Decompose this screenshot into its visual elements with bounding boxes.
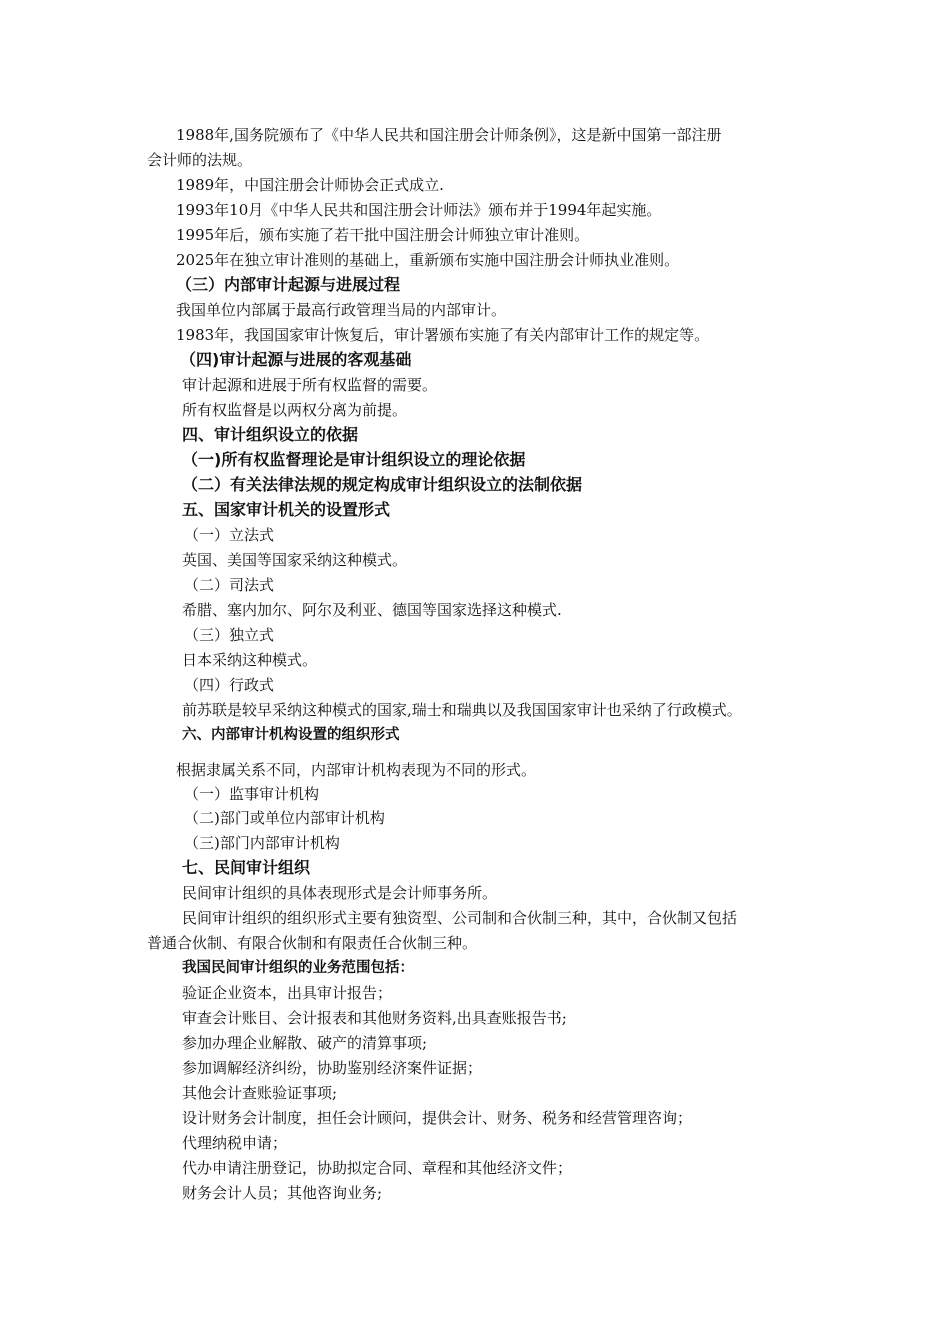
paragraph-line: 1983年，我国国家审计恢复后，审计署颁布实施了有关内部审计工作的规定等。 xyxy=(176,326,710,344)
paragraph-line: 日本采纳这种模式。 xyxy=(182,651,318,669)
section-heading: （三）内部审计起源与进展过程 xyxy=(176,275,401,294)
paragraph-line: 民间审计组织的组织形式主要有独资型、公司制和合伙制三种，其中，合伙制又包括 xyxy=(182,909,738,927)
paragraph-line: 1995年后，颁布实施了若干批中国注册会计师独立审计准则。 xyxy=(176,226,590,244)
list-item: 财务会计人员；其他咨询业务; xyxy=(182,1184,383,1202)
list-item: 设计财务会计制度，担任会计顾问，提供会计、财务、税务和经营管理咨询； xyxy=(182,1109,693,1127)
subsection-label: （三）独立式 xyxy=(184,626,275,644)
paragraph-line: 1993年10月《中华人民共和国注册会计师法》颁布并于1994年起实施。 xyxy=(176,201,662,219)
subsection-label: （一）立法式 xyxy=(184,526,275,544)
subsection-label: （二）司法式 xyxy=(184,576,275,594)
chapter-heading: 五、国家审计机关的设置形式 xyxy=(182,500,391,519)
paragraph-line: 1988年,国务院颁布了《中华人民共和国注册会计师条例》，这是新中国第一部注册 xyxy=(176,126,722,144)
paragraph-line: 2025年在独立审计准则的基础上，重新颁布实施中国注册会计师执业准则。 xyxy=(176,251,680,269)
list-item: 代办申请注册登记，协助拟定合同、章程和其他经济文件； xyxy=(182,1159,573,1177)
subsection-label: （二)部门或单位内部审计机构 xyxy=(184,809,385,827)
list-item: 审查会计账目、会计报表和其他财务资料,出具查账报告书; xyxy=(182,1009,567,1027)
paragraph-line: 民间审计组织的具体表现形式是会计师事务所。 xyxy=(182,884,498,902)
paragraph-line: 前苏联是较早采纳这种模式的国家,瑞士和瑞典以及我国国家审计也采纳了行政模式。 xyxy=(182,701,742,719)
list-heading: 我国民间审计组织的业务范围包括： xyxy=(182,960,414,976)
section-heading: （一)所有权监督理论是审计组织设立的理论依据 xyxy=(182,450,526,469)
paragraph-line: 会计师的法规。 xyxy=(147,151,253,169)
subsection-label: （一）监事审计机构 xyxy=(184,785,320,803)
chapter-heading: 四、审计组织设立的依据 xyxy=(182,425,359,444)
subsection-label: （四）行政式 xyxy=(184,676,275,694)
list-item: 其他会计查账验证事项; xyxy=(182,1084,338,1102)
list-item: 验证企业资本，出具审计报告； xyxy=(182,984,393,1002)
paragraph-line: 希腊、塞内加尔、阿尔及利亚、德国等国家选择这种模式. xyxy=(182,601,562,619)
list-item: 参加办理企业解散、破产的清算事项; xyxy=(182,1034,428,1052)
paragraph-line: 审计起源和进展于所有权监督的需要。 xyxy=(182,376,438,394)
subsection-label: （三)部门内部审计机构 xyxy=(184,834,340,852)
chapter-heading: 六、内部审计机构设置的组织形式 xyxy=(182,727,400,743)
paragraph-line: 英国、美国等国家采纳这种模式。 xyxy=(182,551,408,569)
list-item: 参加调解经济纠纷，协助鉴别经济案件证据； xyxy=(182,1059,483,1077)
chapter-heading: 七、民间审计组织 xyxy=(182,858,311,877)
list-item: 代理纳税申请； xyxy=(182,1134,288,1152)
paragraph-line: 普通合伙制、有限合伙制和有限责任合伙制三种。 xyxy=(147,934,478,952)
paragraph-line: 所有权监督是以两权分离为前提。 xyxy=(182,401,408,419)
section-heading: （二）有关法律法规的规定构成审计组织设立的法制依据 xyxy=(182,475,583,494)
paragraph-line: 我国单位内部属于最高行政管理当局的内部审计。 xyxy=(176,301,507,319)
paragraph-line: 1989年，中国注册会计师协会正式成立. xyxy=(176,176,444,194)
section-heading: （四)审计起源与进展的客观基础 xyxy=(180,350,412,369)
paragraph-line: 根据隶属关系不同，内部审计机构表现为不同的形式。 xyxy=(176,761,537,779)
